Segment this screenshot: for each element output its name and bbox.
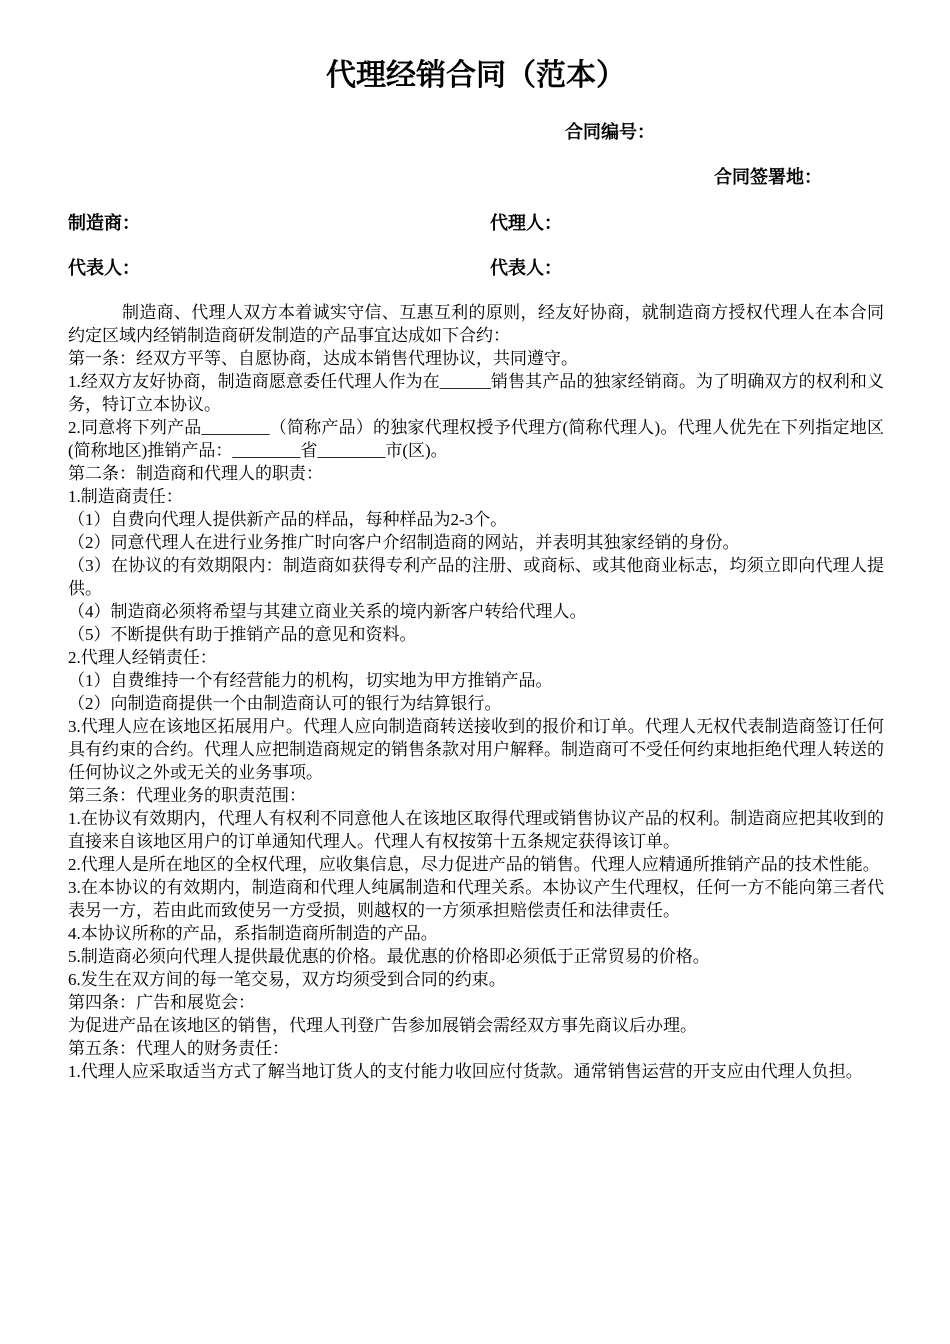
article1-heading: 第一条：经双方平等、自愿协商，达成本销售代理协议，共同遵守。 — [68, 349, 578, 368]
article3-item: 3.在本协议的有效期内，制造商和代理人纯属制造和代理关系。本协议产生代理权，任何一方不能向第三者代表另一方，若由此而致使另一方受损，则越权的一方须承担赔偿责任和法律责任。 — [68, 878, 884, 920]
contract-number-label: 合同编号： — [565, 122, 655, 142]
article4-item: 为促进产品在该地区的销售，代理人刊登广告参加展销会需经双方事先商议后办理。 — [68, 1016, 697, 1035]
article5-heading: 第五条：代理人的财务责任： — [68, 1039, 289, 1058]
article1-item: 1.经双方友好协商，制造商愿意委任代理人作为在______销售其产品的独家经销商。为了明确双方的权利和义务，特订立本协议。 — [68, 372, 884, 414]
article2-item: （1）自费维持一个有经营能力的机构，切实地为甲方推销产品。 — [68, 671, 553, 690]
article2-item: （2）同意代理人在进行业务推广时向客户介绍制造商的网站，并表明其独家经销的身份。 — [68, 533, 740, 552]
parties-row-2 — [68, 256, 884, 280]
signing-place-label: 合同签署地： — [714, 167, 822, 187]
article3-item: 1.在协议有效期内，代理人有权利不同意他人在该地区取得代理或销售协议产品的权利。制造商应把其收到的直接来自该地区用户的订单通知代理人。代理人有权按第十五条规定获得该订单。 — [68, 809, 884, 851]
article3-item: 5.制造商必须向代理人提供最优惠的价格。最优惠的价格即必须低于正常贸易的价格。 — [68, 947, 710, 966]
article3-item: 6.发生在双方间的每一笔交易，双方均须受到合同的约束。 — [68, 970, 506, 989]
parties-row-1 — [68, 211, 884, 235]
article1-item: 2.同意将下列产品________（简称产品）的独家代理权授予代理方(简称代理人)。代理人优先在下列指定地区(简称地区)推销产品：________省________市(区)。 — [68, 418, 884, 460]
article2-item: 2.代理人经销责任： — [68, 648, 217, 667]
article2-item: （5）不断提供有助于推销产品的意见和资料。 — [68, 625, 417, 644]
manufacturer-label: 制造商： — [68, 213, 140, 233]
manufacturer-representative-label: 代表人： — [68, 258, 140, 278]
agent-label: 代理人： — [490, 213, 562, 233]
page-title: 代理经销合同（范本） — [326, 59, 626, 92]
article2-heading: 第二条：制造商和代理人的职责： — [68, 464, 323, 483]
article4-heading: 第四条：广告和展览会： — [68, 993, 255, 1012]
preamble-paragraph: 制造商、代理人双方本着诚实守信、互惠互利的原则，经友好协商，就制造商方授权代理人在本合同约定区域内经销制造商研发制造的产品事宜达成如下合约： — [68, 303, 884, 345]
article3-heading: 第三条：代理业务的职责范围： — [68, 786, 306, 805]
article2-item: （1）自费向代理人提供新产品的样品，每种样品为2-3个。 — [68, 510, 508, 529]
agent-representative-label: 代表人： — [490, 258, 562, 278]
article2-item: 1.制造商责任： — [68, 487, 183, 506]
article2-item: （3）在协议的有效期限内：制造商如获得专利产品的注册、或商标、或其他商业标志，均须立即向代理人提供。 — [68, 556, 884, 598]
article2-item: 3.代理人应在该地区拓展用户。代理人应向制造商转送接收到的报价和订单。代理人无权代表制造商签订任何具有约束的合约。代理人应把制造商规定的销售条款对用户解释。制造商可不受任何约束地拒绝代理人转送的任何协议之外或无关的业务事项。 — [68, 717, 884, 782]
article2-item: （2）向制造商提供一个由制造商认可的银行为结算银行。 — [68, 694, 502, 713]
article5-item: 1.代理人应采取适当方式了解当地订货人的支付能力收回应付货款。通常销售运营的开支应由代理人负担。 — [68, 1062, 863, 1081]
article2-item: （4）制造商必须将希望与其建立商业关系的境内新客户转给代理人。 — [68, 602, 587, 621]
article3-item: 4.本协议所称的产品，系指制造商所制造的产品。 — [68, 924, 438, 943]
article3-item: 2.代理人是所在地区的全权代理，应收集信息，尽力促进产品的销售。代理人应精通所推销产品的技术性能。 — [68, 855, 880, 874]
